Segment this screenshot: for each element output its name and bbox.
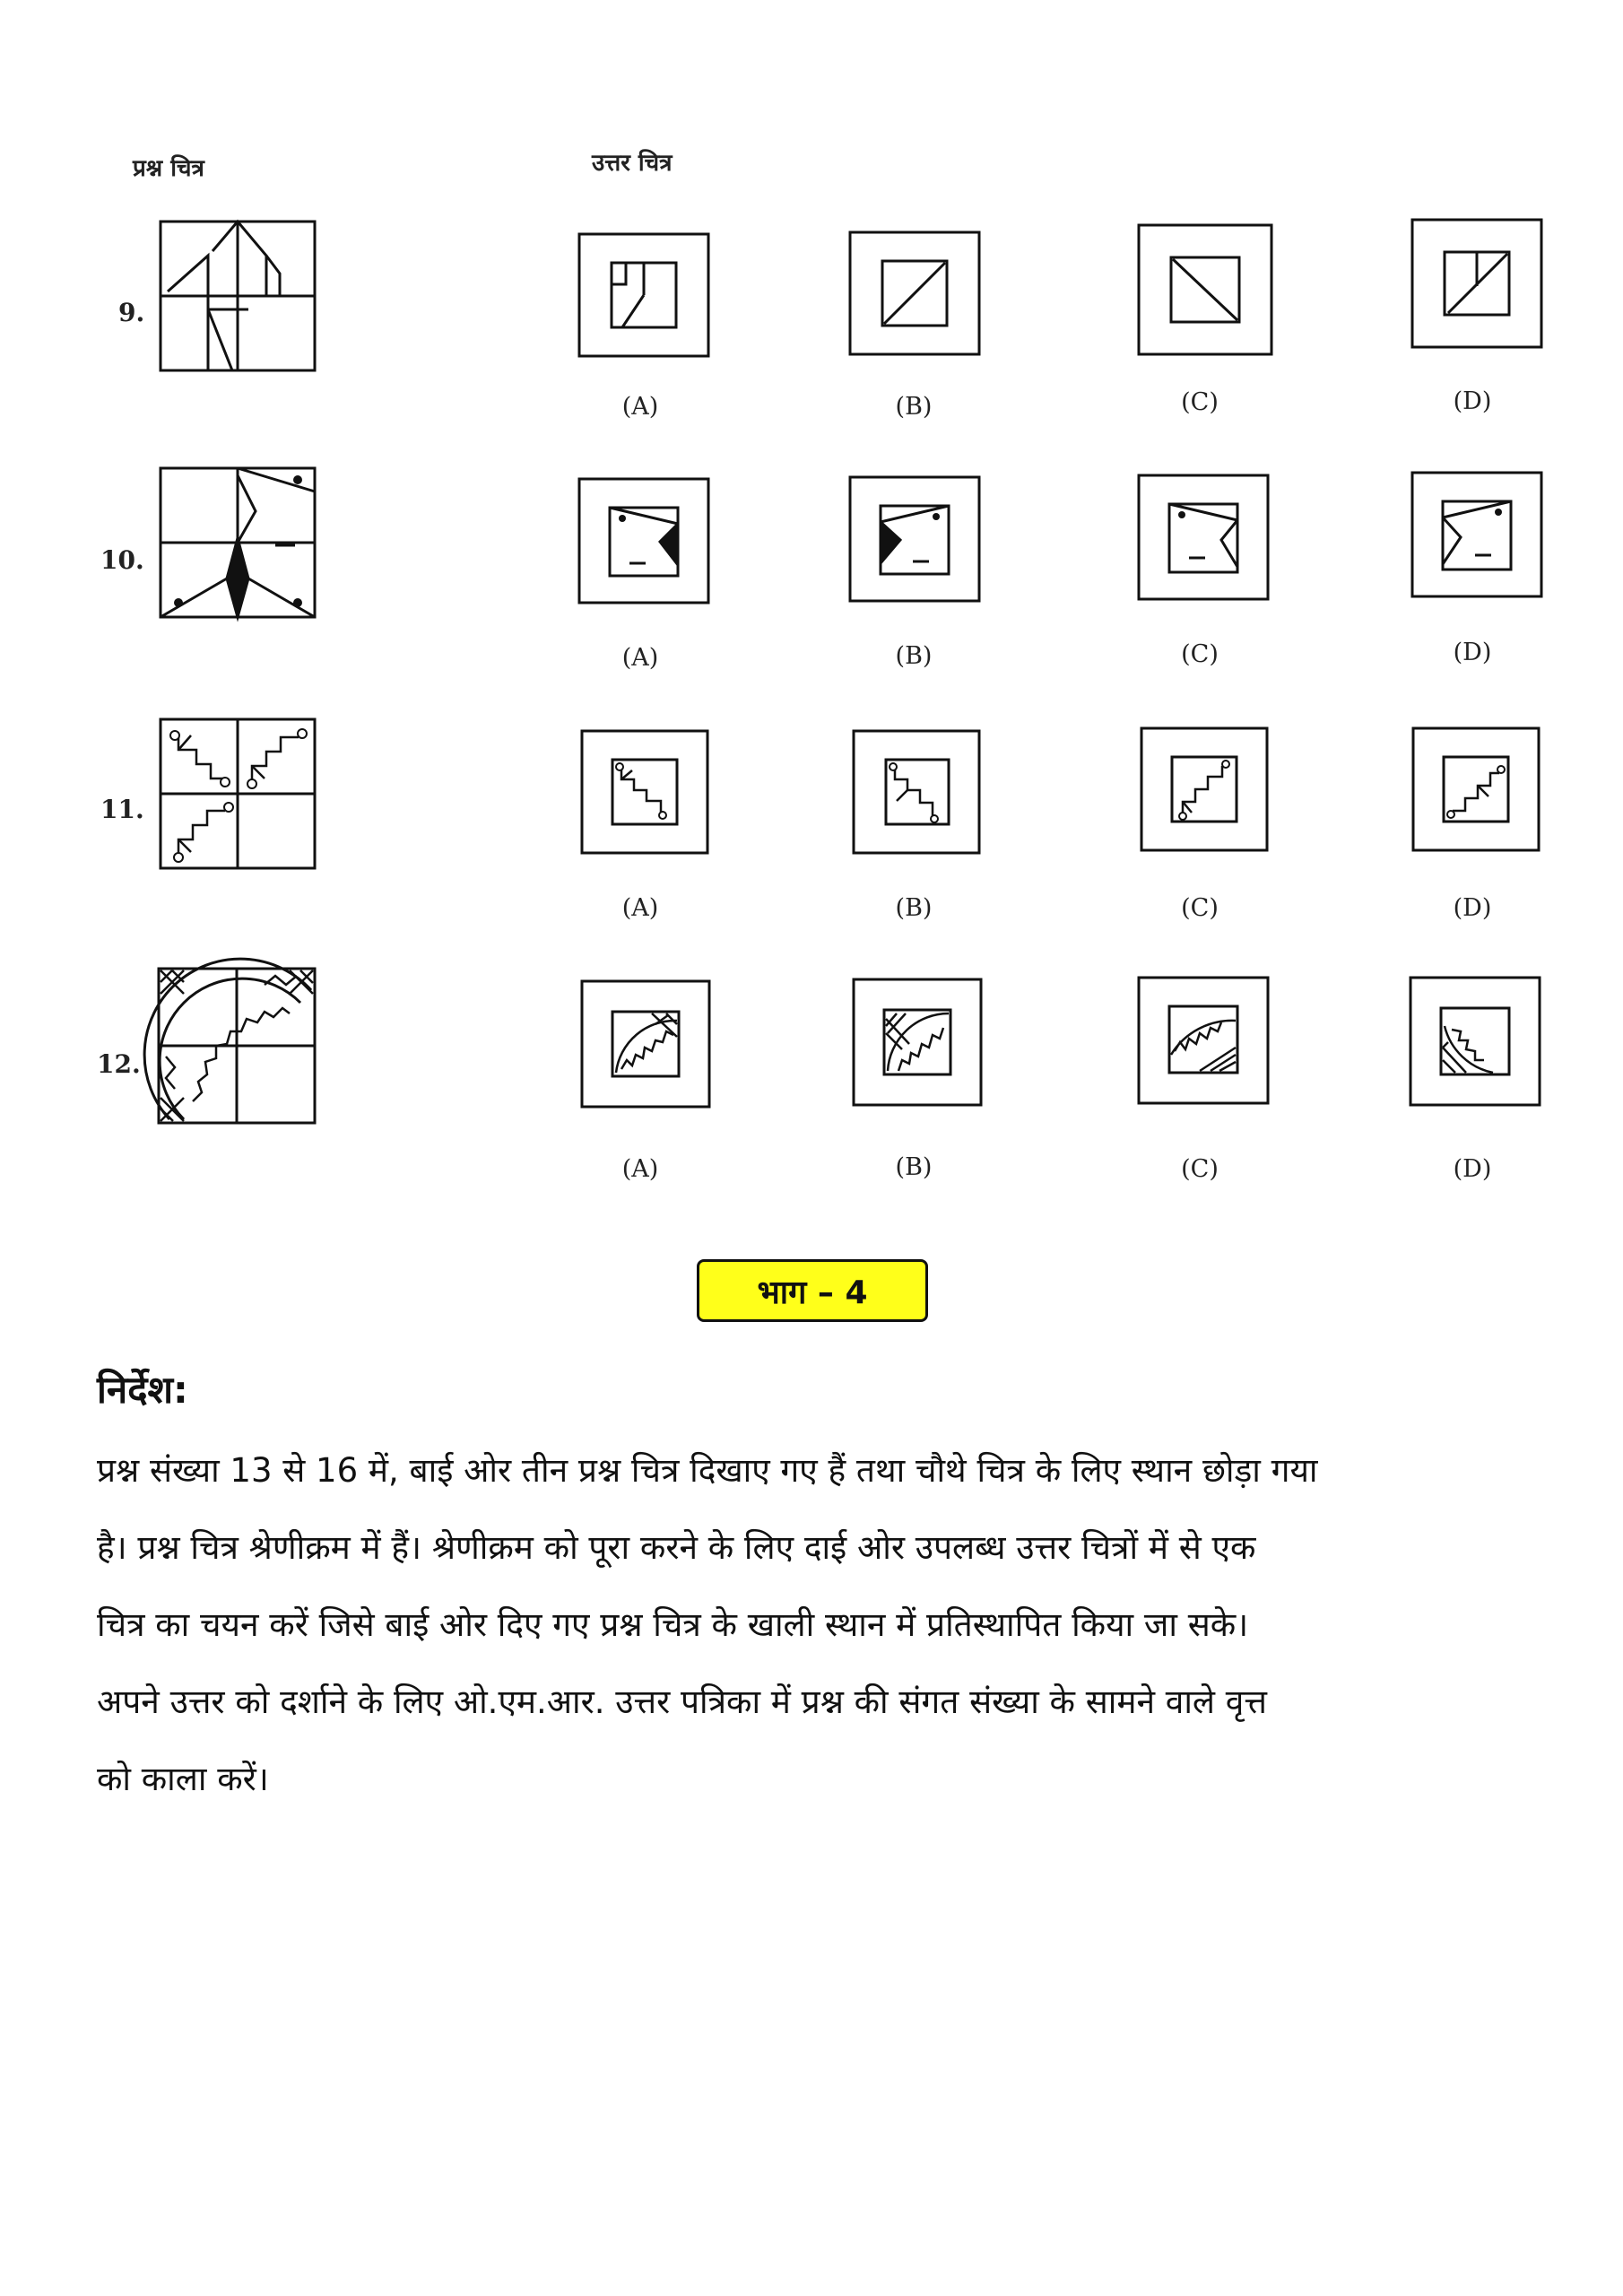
- question-figure-11: [159, 718, 317, 870]
- answer-figure-9b[interactable]: [848, 230, 981, 356]
- directions-title: निर्देश:: [97, 1368, 188, 1412]
- option-label-11b: (B): [895, 894, 933, 922]
- answer-figures-header: उत्तर चित्र: [592, 150, 673, 177]
- option-label-10d: (D): [1453, 639, 1492, 666]
- question-figures-header: प्रश्न चित्र: [133, 155, 204, 182]
- question-number-10: 10.: [100, 545, 144, 575]
- option-label-12a: (A): [621, 1155, 659, 1183]
- answer-figure-10d[interactable]: [1410, 471, 1543, 598]
- option-label-11d: (D): [1453, 894, 1492, 922]
- option-label-10b: (B): [895, 642, 933, 670]
- directions-line-3: चित्र का चयन करें जिसे बाई ओर दिए गए प्रश्न चित्र के खाली स्थान में प्रतिस्थापित किया जा सके।: [97, 1605, 1249, 1644]
- option-label-11c: (C): [1181, 894, 1219, 922]
- answer-figure-11c[interactable]: [1140, 726, 1269, 852]
- answer-figure-12d[interactable]: [1409, 976, 1541, 1107]
- question-number-12: 12.: [97, 1049, 141, 1079]
- answer-figure-10c[interactable]: [1137, 474, 1270, 601]
- answer-figure-12c[interactable]: [1137, 976, 1270, 1105]
- option-label-12d: (D): [1453, 1155, 1492, 1183]
- answer-figure-9c[interactable]: [1137, 223, 1273, 356]
- answer-figure-10a[interactable]: [577, 477, 710, 604]
- directions-line-5: को काला करें।: [97, 1760, 269, 1798]
- option-label-9a: (A): [621, 393, 659, 421]
- answer-figure-12b[interactable]: [852, 978, 983, 1107]
- answer-figure-12a[interactable]: [580, 979, 711, 1109]
- option-label-10c: (C): [1181, 640, 1219, 668]
- question-figure-10: [159, 466, 317, 619]
- answer-figure-11d[interactable]: [1411, 726, 1541, 852]
- option-label-12b: (B): [895, 1153, 933, 1181]
- option-label-10a: (A): [621, 644, 659, 672]
- directions-line-2: है। प्रश्न चित्र श्रेणीक्रम में हैं। श्रेणीक्रम को पूरा करने के लिए दाई ओर उपलब्ध उत्तर चित्रों में से एक: [97, 1528, 1256, 1567]
- option-label-9d: (D): [1453, 387, 1492, 415]
- answer-figure-9a[interactable]: [577, 232, 710, 358]
- directions-line-1: प्रश्न संख्या 13 से 16 में, बाई ओर तीन प्रश्न चित्र दिखाए गए हैं तथा चौथे चित्र के लिए स्थान छोड़ा गया: [97, 1451, 1318, 1490]
- answer-figure-11b[interactable]: [852, 729, 981, 855]
- answer-figure-11a[interactable]: [580, 729, 709, 855]
- part-badge: भाग – 4: [697, 1259, 928, 1322]
- question-number-11: 11.: [100, 795, 144, 824]
- question-number-9: 9.: [118, 298, 145, 327]
- question-figure-9: [159, 220, 317, 372]
- option-label-12c: (C): [1181, 1155, 1219, 1183]
- answer-figure-9d[interactable]: [1410, 218, 1543, 349]
- option-label-9c: (C): [1181, 388, 1219, 416]
- question-figure-12: [157, 967, 317, 1125]
- option-label-11a: (A): [621, 894, 659, 922]
- answer-figure-10b[interactable]: [848, 475, 981, 603]
- directions-line-4: अपने उत्तर को दर्शाने के लिए ओ.एम.आर. उत्तर पत्रिका में प्रश्न की संगत संख्या के सामने वाले वृत्त: [97, 1683, 1267, 1721]
- option-label-9b: (B): [895, 393, 933, 421]
